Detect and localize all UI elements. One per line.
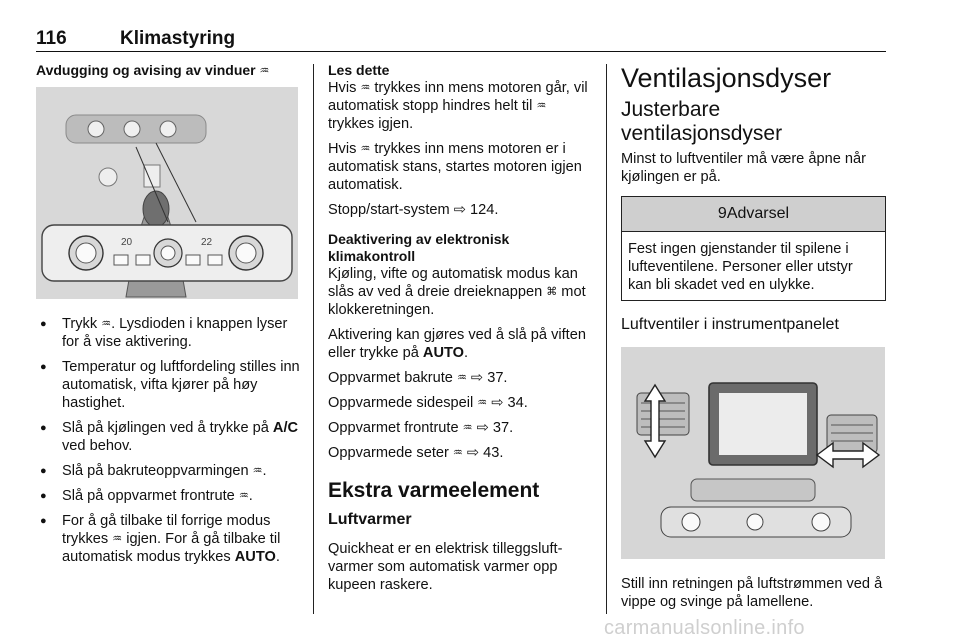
vents-instruction: Still inn retningen på luftstrømmen ved å vippe og svinge på lamellene.: [621, 576, 883, 610]
air-heater-heading: Luftvarmer: [328, 511, 412, 528]
control-symbol-icon: ♒: [477, 397, 488, 409]
defrost-icon: ♒: [259, 65, 270, 77]
defog-heading: Avdugging og avising av vinduer ♒: [36, 62, 270, 78]
control-symbol-icon: ♒: [112, 533, 123, 545]
air-heater-text: Quickheat er en elektrisk tilleggsluftvarmer som automatisk varmer opp kupeen raskere.: [328, 541, 563, 593]
control-symbol-icon: ♒: [252, 465, 263, 477]
control-symbol-icon: ♒: [360, 143, 371, 155]
column-3: [621, 62, 886, 618]
bullet-item: ● Slå på oppvarmet frontrute ♒.: [36, 487, 300, 505]
button-label: AUTO: [234, 549, 276, 565]
warning-box: [621, 196, 886, 301]
cross-reference: Oppvarmet frontrute ♒ ⇨ 37.: [328, 420, 514, 436]
deactivation-heading: Deaktivering av elektronisk klimakontroll: [328, 231, 510, 264]
column-2: [328, 62, 596, 601]
climate-panel-drawing: [36, 87, 298, 299]
column-1: [36, 62, 300, 573]
bullet-item: ● Slå på bakruteoppvarmingen ♒.: [36, 462, 300, 480]
bullet-item: ● Slå på kjølingen ved å trykke på A/C ved behov.: [36, 419, 300, 455]
vents-drawing: [621, 347, 885, 559]
note-title: Les dette: [328, 62, 390, 78]
watermark: carmanualsonline.info: [604, 617, 805, 639]
warning-header: [622, 197, 885, 232]
control-symbol-icon: ♒: [101, 318, 112, 330]
bullet-item: ● Temperatur og luftfordeling stilles inn automatisk, vifta kjører på høy hastighet.: [36, 358, 300, 412]
cross-reference: Oppvarmet bakrute ♒ ⇨ 37.: [328, 370, 508, 386]
control-symbol-icon: ♒: [462, 422, 473, 434]
cross-reference: Oppvarmede sidespeil ♒ ⇨ 34.: [328, 395, 528, 411]
section-subtitle: Justerbare ventilasjonsdyser: [621, 98, 783, 145]
deactivation-paragraph-1: Kjøling, vifte og automatisk modus kan slås av ved å dreie dreieknappen ⌘ mot klokkeretningen.: [328, 266, 586, 318]
control-symbol-icon: ♒: [238, 490, 249, 502]
page-header: [36, 28, 886, 52]
cross-reference: Oppvarmede seter ♒ ⇨ 43.: [328, 445, 504, 461]
bullet-item: ● For å gå tilbake til forrige modus trykkes ♒ igjen. For å gå tilbake til automatisk modus trykkes AUTO.: [36, 512, 300, 566]
column-divider-1: [313, 64, 314, 614]
dashboard-vents-heading: Luftventiler i instrumentpanelet: [621, 316, 839, 333]
dashboard-vents-illustration: [621, 347, 885, 559]
bullet-item: ● Trykk ♒. Lysdioden i knappen lyser for å vise aktivering.: [36, 315, 300, 351]
right-temp-label: 22: [201, 237, 213, 248]
deactivation-paragraph-2: Aktivering kan gjøres ved å slå på viften eller trykke på AUTO.: [328, 327, 586, 361]
section-title: Ventilasjonsdyser: [621, 63, 832, 93]
page-number: 116: [36, 28, 67, 49]
warning-text: Fest ingen gjenstander til spilene i lufteventilene. Personer eller utstyr kan bli skadet ved en ulykke.: [628, 241, 853, 293]
reference-list: [328, 369, 596, 462]
warning-triangle-icon: 9: [717, 205, 727, 222]
intro-text: Minst to luftventiler må være åpne når kjølingen er på.: [621, 151, 866, 185]
control-symbol-icon: ♒: [456, 372, 467, 384]
control-symbol-icon: ⌘: [546, 286, 558, 298]
chapter-title: Klimastyring: [120, 28, 236, 49]
defog-bullets: [36, 315, 300, 566]
control-symbol-icon: ♒: [452, 447, 463, 459]
button-label: A/C: [272, 420, 299, 436]
column-divider-2: [606, 64, 607, 614]
note-paragraph-1: Hvis ♒ trykkes inn mens motoren går, vil automatisk stopp hindres helt til ♒ trykkes igjen.: [328, 80, 588, 132]
extra-heater-heading: Ekstra varmeelement: [328, 479, 540, 502]
left-temp-label: 20: [121, 237, 133, 248]
stopstart-reference: Stopp/start-system ⇨ 124.: [328, 202, 499, 218]
warning-title: Advarsel: [726, 205, 790, 222]
climate-control-illustration: [36, 87, 298, 299]
control-symbol-icon: ♒: [360, 82, 371, 94]
control-symbol-icon: ♒: [536, 100, 547, 112]
note-paragraph-2: Hvis ♒ trykkes inn mens motoren er i automatisk stans, startes motoren igjen automatisk.: [328, 141, 582, 193]
button-label: AUTO: [422, 345, 464, 361]
